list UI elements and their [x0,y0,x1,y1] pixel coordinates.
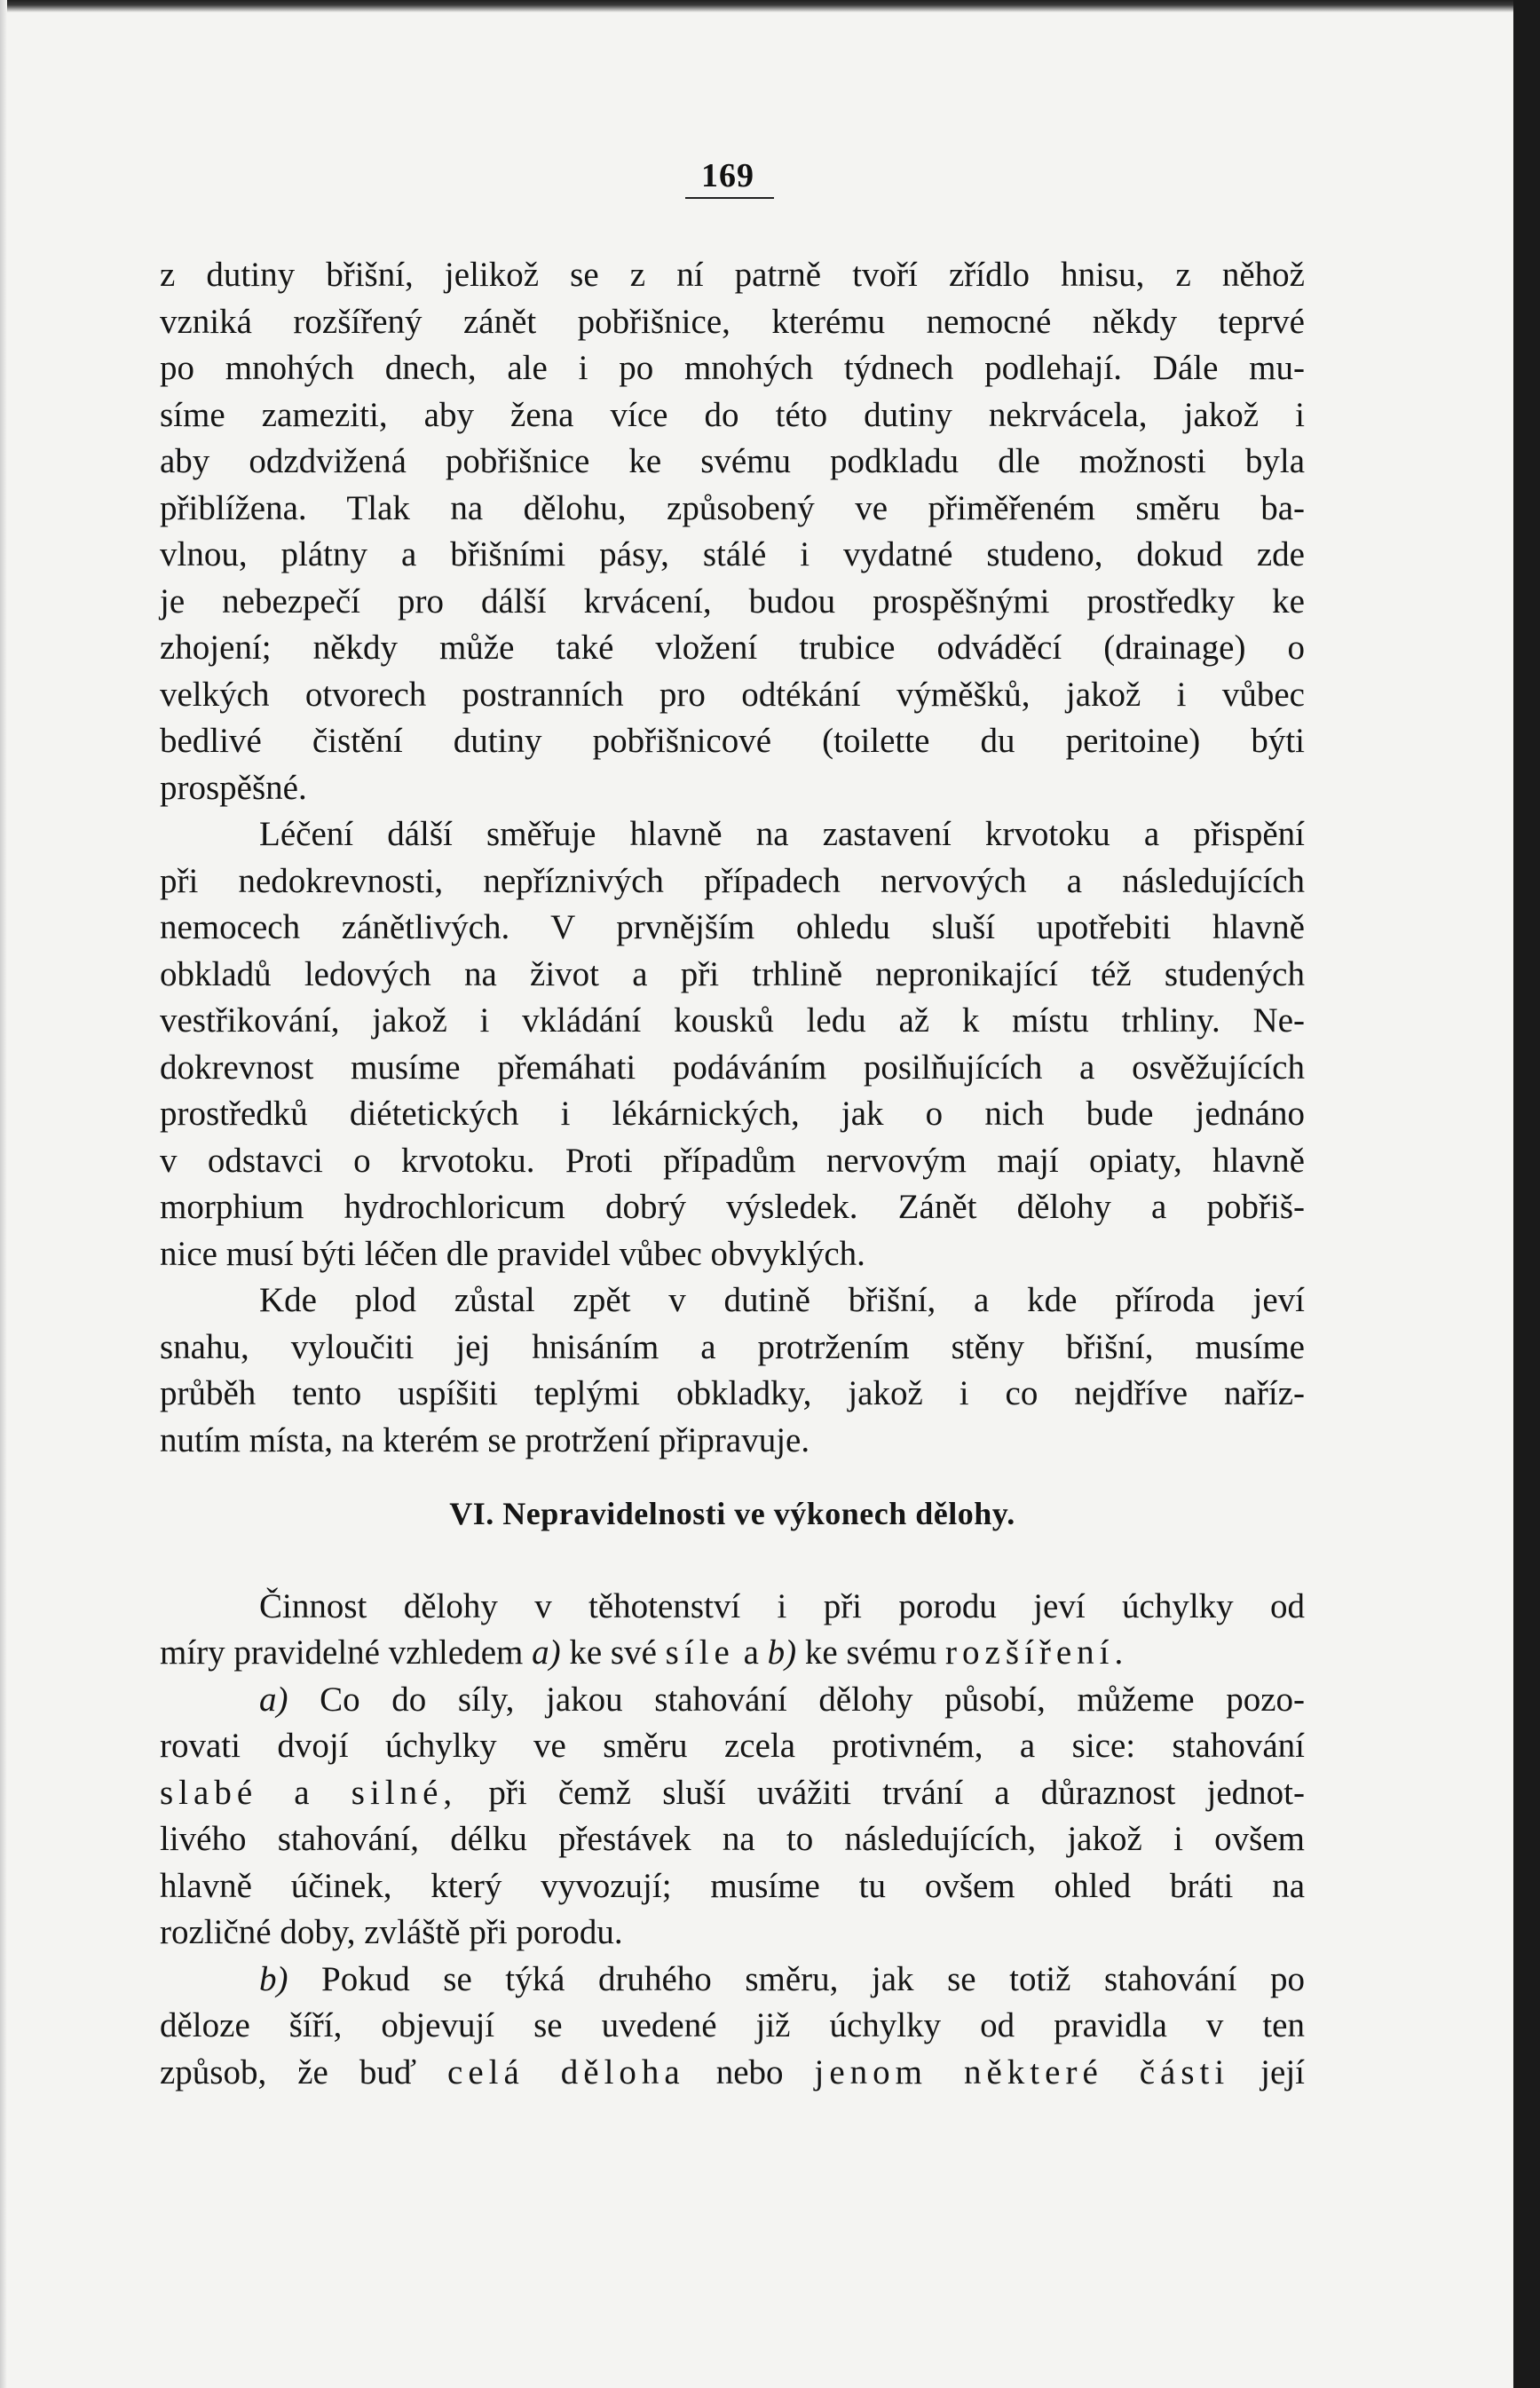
text-line: Léčení dálší směřuje hlavně na zastavení krvotoku a přispění [259,815,1305,853]
page-top-edge [0,0,1540,12]
page-number: 169 [701,157,754,194]
paragraph-1 [160,252,1305,811]
paragraph-5 [160,1677,1305,1957]
italic-label: a) [259,1680,288,1719]
text-line: prostředků diétetických i lékárnických, jak o nich bude jednáno [160,1095,1305,1133]
text-line: aby odzdvižená pobřišnice ke svému podkladu dle možnosti byla [160,442,1305,480]
text-run: při čemž sluší uvážiti trvání a důraznost jednot- [457,1773,1306,1812]
paragraph-3 [160,1277,1305,1464]
paragraph-6 [160,1957,1305,2097]
italic-label: b) [259,1959,288,1998]
spaced-emphasis: a [257,1773,351,1812]
text-line: snahu, vyloučiti jej hnisáním a protržením stěny břišní, musíme [160,1327,1305,1366]
text-run: míry pravidelné vzhledem [160,1633,533,1672]
text-line: Činnost dělohy v těhotenství i při porodu jeví úchylky od [259,1586,1305,1625]
italic-label: a) [532,1633,561,1672]
italic-label: b) [767,1633,797,1672]
text-line: morphium hydrochloricum dobrý výsledek. Zánět dělohy a pobřiš- [160,1188,1305,1226]
text-line: velkých otvorech postranních pro odtékání výměšků, jakož i vůbec [160,675,1305,714]
text-line: hlavně účinek, který vyvozují; musíme tu ovšem ohled bráti na [160,1866,1305,1905]
spaced-emphasis: síle [665,1633,735,1672]
text-line: nemocech zánětlivých. V prvnějším ohledu sluší upotřebiti hlavně [160,908,1305,946]
text-line: bedlivé čistění dutiny pobřišnicové (toilette du peritoine) býti [160,722,1305,760]
text-line [160,1630,1305,1677]
text-line: prospěšné. [160,768,307,807]
text-line: při nedokrevnosti, nepříznivých případech nervových a následujících [160,861,1305,900]
text-line: vzniká rozšířený zánět pobřišnice, kterému nemocné někdy teprvé [160,302,1305,341]
text-line: dokrevnost musíme přemáhati podáváním posilňujících a osvěžujících [160,1048,1305,1087]
text-line: v odstavci o krvotoku. Proti případům nervovým mají opiaty, hlavně [160,1141,1305,1180]
text-line [160,1770,1305,1817]
text-run: a [734,1633,768,1672]
text-line: rozličné doby, zvláště při porodu. [160,1913,623,1951]
text-line: přiblížena. Tlak na dělohu, způsobený ve přiměřeném směru ba- [160,488,1305,527]
text-run: Co do síly, jakou stahování dělohy působí, můžeme pozo- [288,1680,1305,1719]
text-line: livého stahování, délku přestávek na to následujících, jakož i ovšem [160,1820,1305,1858]
paragraph-2 [160,811,1305,1277]
page-binding-edge [1513,0,1540,2388]
text-line: děloze šíří, objevují se uvedené již úchylky od pravidla v ten [160,2006,1305,2044]
spaced-emphasis: slabé [160,1773,258,1812]
text-run: způsob, že buď [160,2052,448,2091]
paragraph-4 [160,1584,1305,1677]
text-line: vestřikování, jakož i vkládání kousků ledu až k místu trhliny. Ne- [160,1001,1305,1040]
text-line: je nebezpečí pro dálší krvácení, budou prospěšnými prostředky ke [160,581,1305,621]
text-line: průběh tento uspíšiti teplými obkladky, jakož i co nejdříve naříz- [160,1374,1305,1412]
text-line: síme zameziti, aby žena více do této dutiny nekrvácela, jakož i [160,395,1305,434]
text-run: nebo [684,2052,815,2091]
page-number-underline [685,197,774,199]
text-line: Kde plod zůstal zpět v dutině břišní, a kde příroda jeví [259,1281,1305,1319]
section-heading: VI. Nepravidelnosti ve výkonech dělohy. [449,1496,1015,1531]
text-run: její [1229,2052,1306,2091]
text-line: po mnohých dnech, ale i po mnohých týdnech podlehají. Dále mu- [160,349,1305,387]
text-line [160,1957,1305,2004]
text-line [160,2050,1305,2097]
text-line: nutím místa, na kterém se protržení připravuje. [160,1420,810,1459]
text-run: ke své [560,1633,666,1672]
text-line: nice musí býti léčen dle pravidel vůbec obvyklých. [160,1234,865,1273]
page-left-edge [0,0,7,2388]
text-line: obkladů ledových na život a při trhlině nepronikající též studených [160,954,1305,993]
text-run: Pokud se týká druhého směru, jak se totiž stahování po [288,1959,1305,1998]
spaced-emphasis: jenom některé části [814,2052,1230,2091]
text-run: ke svému [796,1633,946,1672]
text-line: rovati dvojí úchylky ve směru zcela protivném, a sice: stahování [160,1727,1305,1765]
spaced-emphasis: celá děloha [447,2052,685,2091]
spaced-emphasis: silné, [351,1773,458,1812]
text-line: vlnou, plátny a břišními pásy, stálé i vydatné studeno, dokud zde [160,535,1305,573]
body-text [160,252,1305,2096]
text-line [160,1677,1305,1724]
text-line: zhojení; někdy může také vložení trubice odváděcí (drainage) o [160,629,1305,667]
text-line: z dutiny břišní, jelikož se z ní patrně tvoří zřídlo hnisu, z něhož [160,256,1305,294]
spaced-emphasis: rozšíření. [945,1633,1129,1672]
